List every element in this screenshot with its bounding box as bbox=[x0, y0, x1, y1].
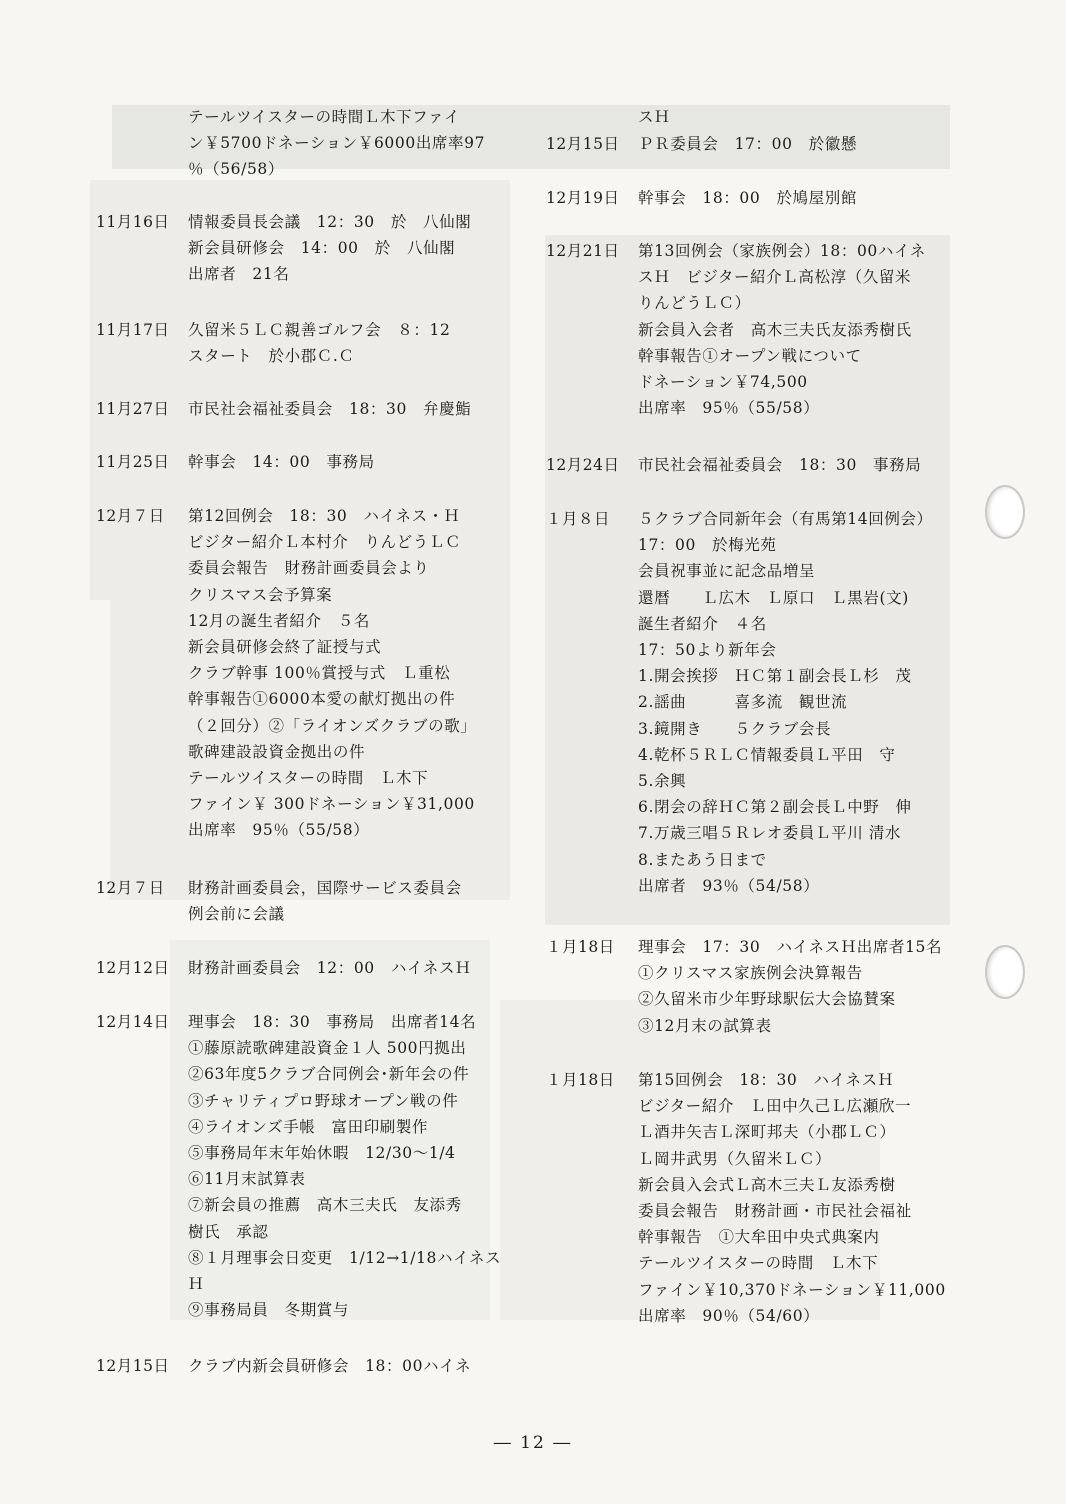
entry-line: 第12回例会 18：30 ハイネス・Ｈ bbox=[188, 507, 460, 525]
entry-line: 会員祝事並に記念品増呈 bbox=[638, 562, 816, 581]
entry-line: テールツイスターの時間 Ｌ木下 bbox=[188, 769, 429, 788]
entry-line: 財務計画委員会 12：00 ハイネスＨ bbox=[188, 959, 472, 977]
entry-line: ②63年度5クラブ合同例会･新年会の件 bbox=[188, 1065, 470, 1084]
entry-date: 12月７日 bbox=[96, 507, 165, 525]
entry-line: ⑤事務局年末年始休暇 12/30～1/4 bbox=[188, 1144, 456, 1163]
entry-line: ドネーション￥74,500 bbox=[638, 373, 808, 392]
entry-line: 第13回例会（家族例会）18：00ハイネ bbox=[638, 242, 927, 260]
entry-date: 11月16日 bbox=[96, 213, 170, 231]
entry-line: 久留米５ＬＣ親善ゴルフ会 ８：12 bbox=[188, 321, 451, 339]
entry-line: 幹事報告①6000本愛の献灯拠出の件 bbox=[188, 690, 456, 709]
entry-line: 市民社会福祉委員会 18：30 弁慶鮨 bbox=[188, 400, 472, 418]
entry-line: 2.謡曲 喜多流 観世流 bbox=[638, 693, 848, 712]
entry-date: 11月25日 bbox=[96, 453, 170, 471]
entry-line: 1.開会挨拶 ＨＣ第１副会長Ｌ杉 茂 bbox=[638, 667, 912, 686]
entry-date: 12月14日 bbox=[96, 1013, 170, 1031]
entry-line: ビジター紹介Ｌ本村介 りんどうＬＣ bbox=[188, 533, 462, 552]
entry-line: 17：00 於梅光苑 bbox=[638, 536, 777, 555]
entry-date: 12月19日 bbox=[546, 189, 620, 207]
binder-hole bbox=[985, 945, 1025, 999]
entry-line: 新会員入会式Ｌ高木三夫Ｌ友添秀樹 bbox=[638, 1175, 896, 1194]
entry-line: ％（56/58） bbox=[188, 160, 284, 179]
entry-line: ン￥5700ドネーション￥6000出席率97 bbox=[188, 134, 486, 153]
entry-line: 還暦 Ｌ広木 Ｌ原口 Ｌ黒岩(文) bbox=[638, 588, 909, 607]
entry-line: 幹事報告①オープン戦について bbox=[638, 346, 862, 365]
entry-line: ①クリスマス家族例会決算報告 bbox=[638, 964, 863, 983]
page-number: ― 12 ― bbox=[493, 1433, 573, 1453]
entry-line: クラブ幹事 100％賞授与式 Ｌ重松 bbox=[188, 664, 451, 683]
entry-line: スＨ ビジター紹介Ｌ高松淳（久留米 bbox=[638, 268, 912, 287]
entry-line: スＨ bbox=[638, 108, 671, 126]
entry-line: 委員会報告 財務計画委員会より bbox=[188, 559, 430, 578]
entry-date: 12月15日 bbox=[546, 135, 620, 153]
entry-line: 新会員研修会 14：00 於 八仙閣 bbox=[188, 239, 456, 258]
entry-line: Ｌ岡井武男（久留米ＬＣ） bbox=[638, 1149, 832, 1168]
entry-line: 出席率 95％（55/58） bbox=[188, 821, 370, 840]
entry-line: 第15回例会 18：30 ハイネスＨ bbox=[638, 1071, 894, 1089]
entry-line: 出席者 93％（54/58） bbox=[638, 876, 820, 895]
entry-line: 3.鏡開き ５クラブ会長 bbox=[638, 719, 832, 738]
entry-line: 委員会報告 財務計画・市民社会福祉 bbox=[638, 1202, 912, 1221]
entry-date: 12月12日 bbox=[96, 959, 170, 977]
entry-date: １月18日 bbox=[546, 1071, 615, 1089]
entry-date: 11月27日 bbox=[96, 400, 170, 418]
entry-line: 5.余興 bbox=[638, 772, 687, 791]
entry-line: 財務計画委員会，国際サービス委員会 bbox=[188, 879, 462, 897]
entry-line: ファイン￥10,370ドネーション￥11,000 bbox=[638, 1280, 946, 1299]
entry-line: クリスマス会予算案 bbox=[188, 585, 333, 604]
entry-date: 12月21日 bbox=[546, 242, 620, 260]
entry-line: 幹事会 18：00 於鳩屋別館 bbox=[638, 189, 857, 207]
entry-line: 樹氏 承認 bbox=[188, 1222, 269, 1241]
entry-line: 理事会 18：30 事務局 出席者14名 bbox=[188, 1013, 477, 1031]
entry-line: ②久留米市少年野球駅伝大会協賛案 bbox=[638, 990, 896, 1009]
entry-line: 幹事報告 ①大牟田中央式典案内 bbox=[638, 1228, 880, 1247]
entry-line: （２回分）②「ライオンズクラブの歌」 bbox=[188, 716, 477, 735]
entry-line: 情報委員長会議 12：30 於 八仙閣 bbox=[188, 213, 472, 231]
entry-line: Ｌ酒井矢吉Ｌ深町邦夫（小郡ＬＣ） bbox=[638, 1123, 896, 1142]
entry-line: 例会前に会議 bbox=[188, 905, 285, 924]
entry-line: ⑧１月理事会日変更 1/12→1/18ハイネス bbox=[188, 1248, 502, 1267]
entry-date: 11月17日 bbox=[96, 321, 170, 339]
entry-line: 8.またあう日まで bbox=[638, 850, 767, 869]
entry-date: １月８日 bbox=[546, 510, 611, 528]
entry-date: 12月15日 bbox=[96, 1357, 170, 1375]
entry-line: 新会員研修会終了証授与式 bbox=[188, 638, 382, 657]
entry-line: 市民社会福祉委員会 18：30 事務局 bbox=[638, 456, 922, 474]
binder-hole bbox=[985, 485, 1025, 539]
entry-line: ⑦新会員の推薦 高木三夫氏 友添秀 bbox=[188, 1196, 462, 1215]
entry-line: ③12月末の試算表 bbox=[638, 1016, 772, 1035]
entry-line: ④ライオンズ手帳 富田印刷製作 bbox=[188, 1117, 429, 1136]
entry-line: ③チャリティプロ野球オープン戦の件 bbox=[188, 1091, 459, 1110]
entry-line: ５クラブ合同新年会（有馬第14回例会） bbox=[638, 510, 933, 528]
entry-line: テールツイスターの時間 Ｌ木下 bbox=[638, 1254, 879, 1273]
entry-line: 4.乾杯５ＲＬＣ情報委員Ｌ平田 守 bbox=[638, 745, 896, 764]
entry-date: 12月７日 bbox=[96, 879, 165, 897]
entry-line: 歌碑建設設資金拠出の件 bbox=[188, 742, 366, 761]
entry-line: ①藤原読歌碑建設資金１人 500円拠出 bbox=[188, 1039, 467, 1058]
entry-line: ビジター紹介 Ｌ田中久己Ｌ広瀬欣一 bbox=[638, 1097, 912, 1116]
entry-line: りんどうＬＣ） bbox=[638, 294, 751, 313]
entry-line: 12月の誕生者紹介 ５名 bbox=[188, 611, 370, 630]
entry-date: 12月24日 bbox=[546, 456, 620, 474]
entry-line: 17：50より新年会 bbox=[638, 641, 777, 660]
entry-line: 幹事会 14：00 事務局 bbox=[188, 453, 375, 471]
entry-line: ＰＲ委員会 17：00 於徽懸 bbox=[638, 135, 857, 153]
entry-line: ファイン￥ 300ドネーション￥31,000 bbox=[188, 795, 475, 814]
entry-line: 誕生者紹介 ４名 bbox=[638, 614, 767, 633]
entry-line: ⑥11月末試算表 bbox=[188, 1170, 306, 1189]
entry-line: 6.閉会の辞ＨＣ第２副会長Ｌ中野 伸 bbox=[638, 798, 912, 817]
entry-line: 出席者 21名 bbox=[188, 265, 290, 284]
entry-line: クラブ内新会員研修会 18：00ハイネ bbox=[188, 1357, 472, 1375]
entry-line: ⑨事務局員 冬期賞与 bbox=[188, 1301, 350, 1320]
entry-line: テールツイスターの時間Ｌ木下ファイ bbox=[188, 108, 461, 126]
entry-line: 出席率 90％（54/60） bbox=[638, 1306, 820, 1325]
entry-line: 新会員入会者 高木三夫氏友添秀樹氏 bbox=[638, 320, 912, 339]
entry-line: Ｈ bbox=[188, 1275, 205, 1294]
entry-line: 7.万歳三唱５Ｒレオ委員Ｌ平川 清水 bbox=[638, 824, 902, 843]
entry-line: スタート 於小郡Ｃ.Ｃ bbox=[188, 347, 355, 366]
entry-date: １月18日 bbox=[546, 938, 615, 956]
entry-line: 理事会 17：30 ハイネスＨ出席者15名 bbox=[638, 938, 943, 956]
entry-line: 出席率 95％（55/58） bbox=[638, 399, 820, 418]
